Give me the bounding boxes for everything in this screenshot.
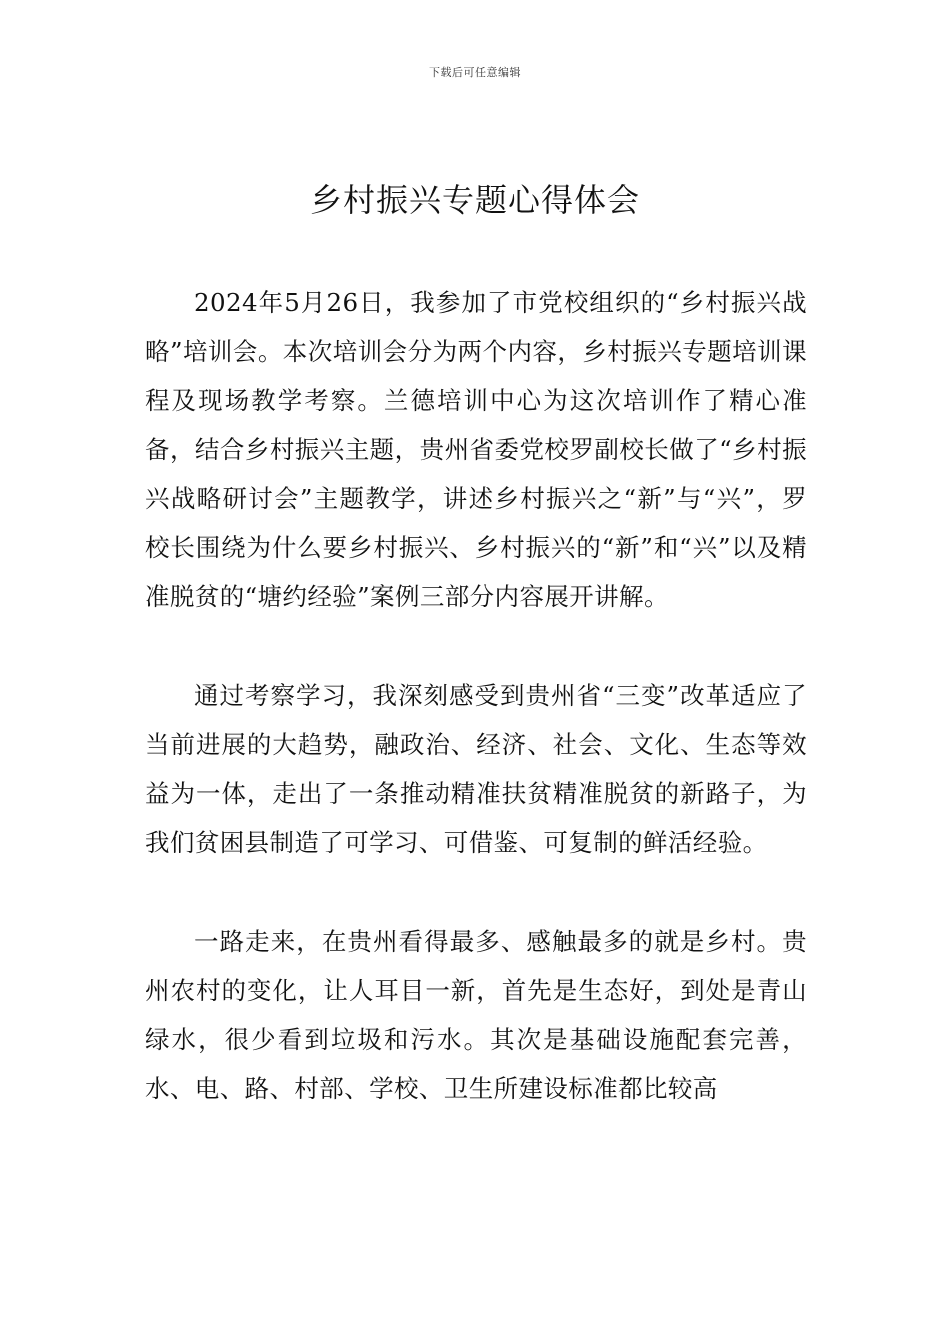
paragraph-3: 一路走来，在贵州看得最多、感触最多的就是乡村。贵州农村的变化，让人耳目一新，首先是生态好，到处是青山绿水，很少看到垃圾和污水。其次是基础设施配套完善，水、电、路、村部、学校、卫生所建设标准都比较高 [145,927,807,1103]
paragraph-1: 2024年5月26日，我参加了市党校组织的“乡村振兴战略”培训会。本次培训会分为两个内容，乡村振兴专题培训课程及现场教学考察。兰德培训中心为这次培训作了精心准备，结合乡村振兴主题，贵州省委党校罗副校长做了“乡村振兴战略研讨会”主题教学，讲述乡村振兴之“新”与“兴”，罗校长围绕为什么要乡村振兴、乡村振兴的“新”和“兴”以及精准脱贫的“塘约经验”案例三部分内容展开讲解。 [145,288,807,611]
document-body [145,278,807,1163]
header-note: 下载后可任意编辑 [429,66,521,79]
paragraph-2: 通过考察学习，我深刻感受到贵州省“三变”改革适应了当前进展的大趋势，融政治、经济、社会、文化、生态等效益为一体，走出了一条推动精准扶贫精准脱贫的新路子，为我们贫困县制造了可学习、可借鉴、可复制的鲜活经验。 [145,681,807,857]
document-title: 乡村振兴专题心得体会 [309,181,640,219]
